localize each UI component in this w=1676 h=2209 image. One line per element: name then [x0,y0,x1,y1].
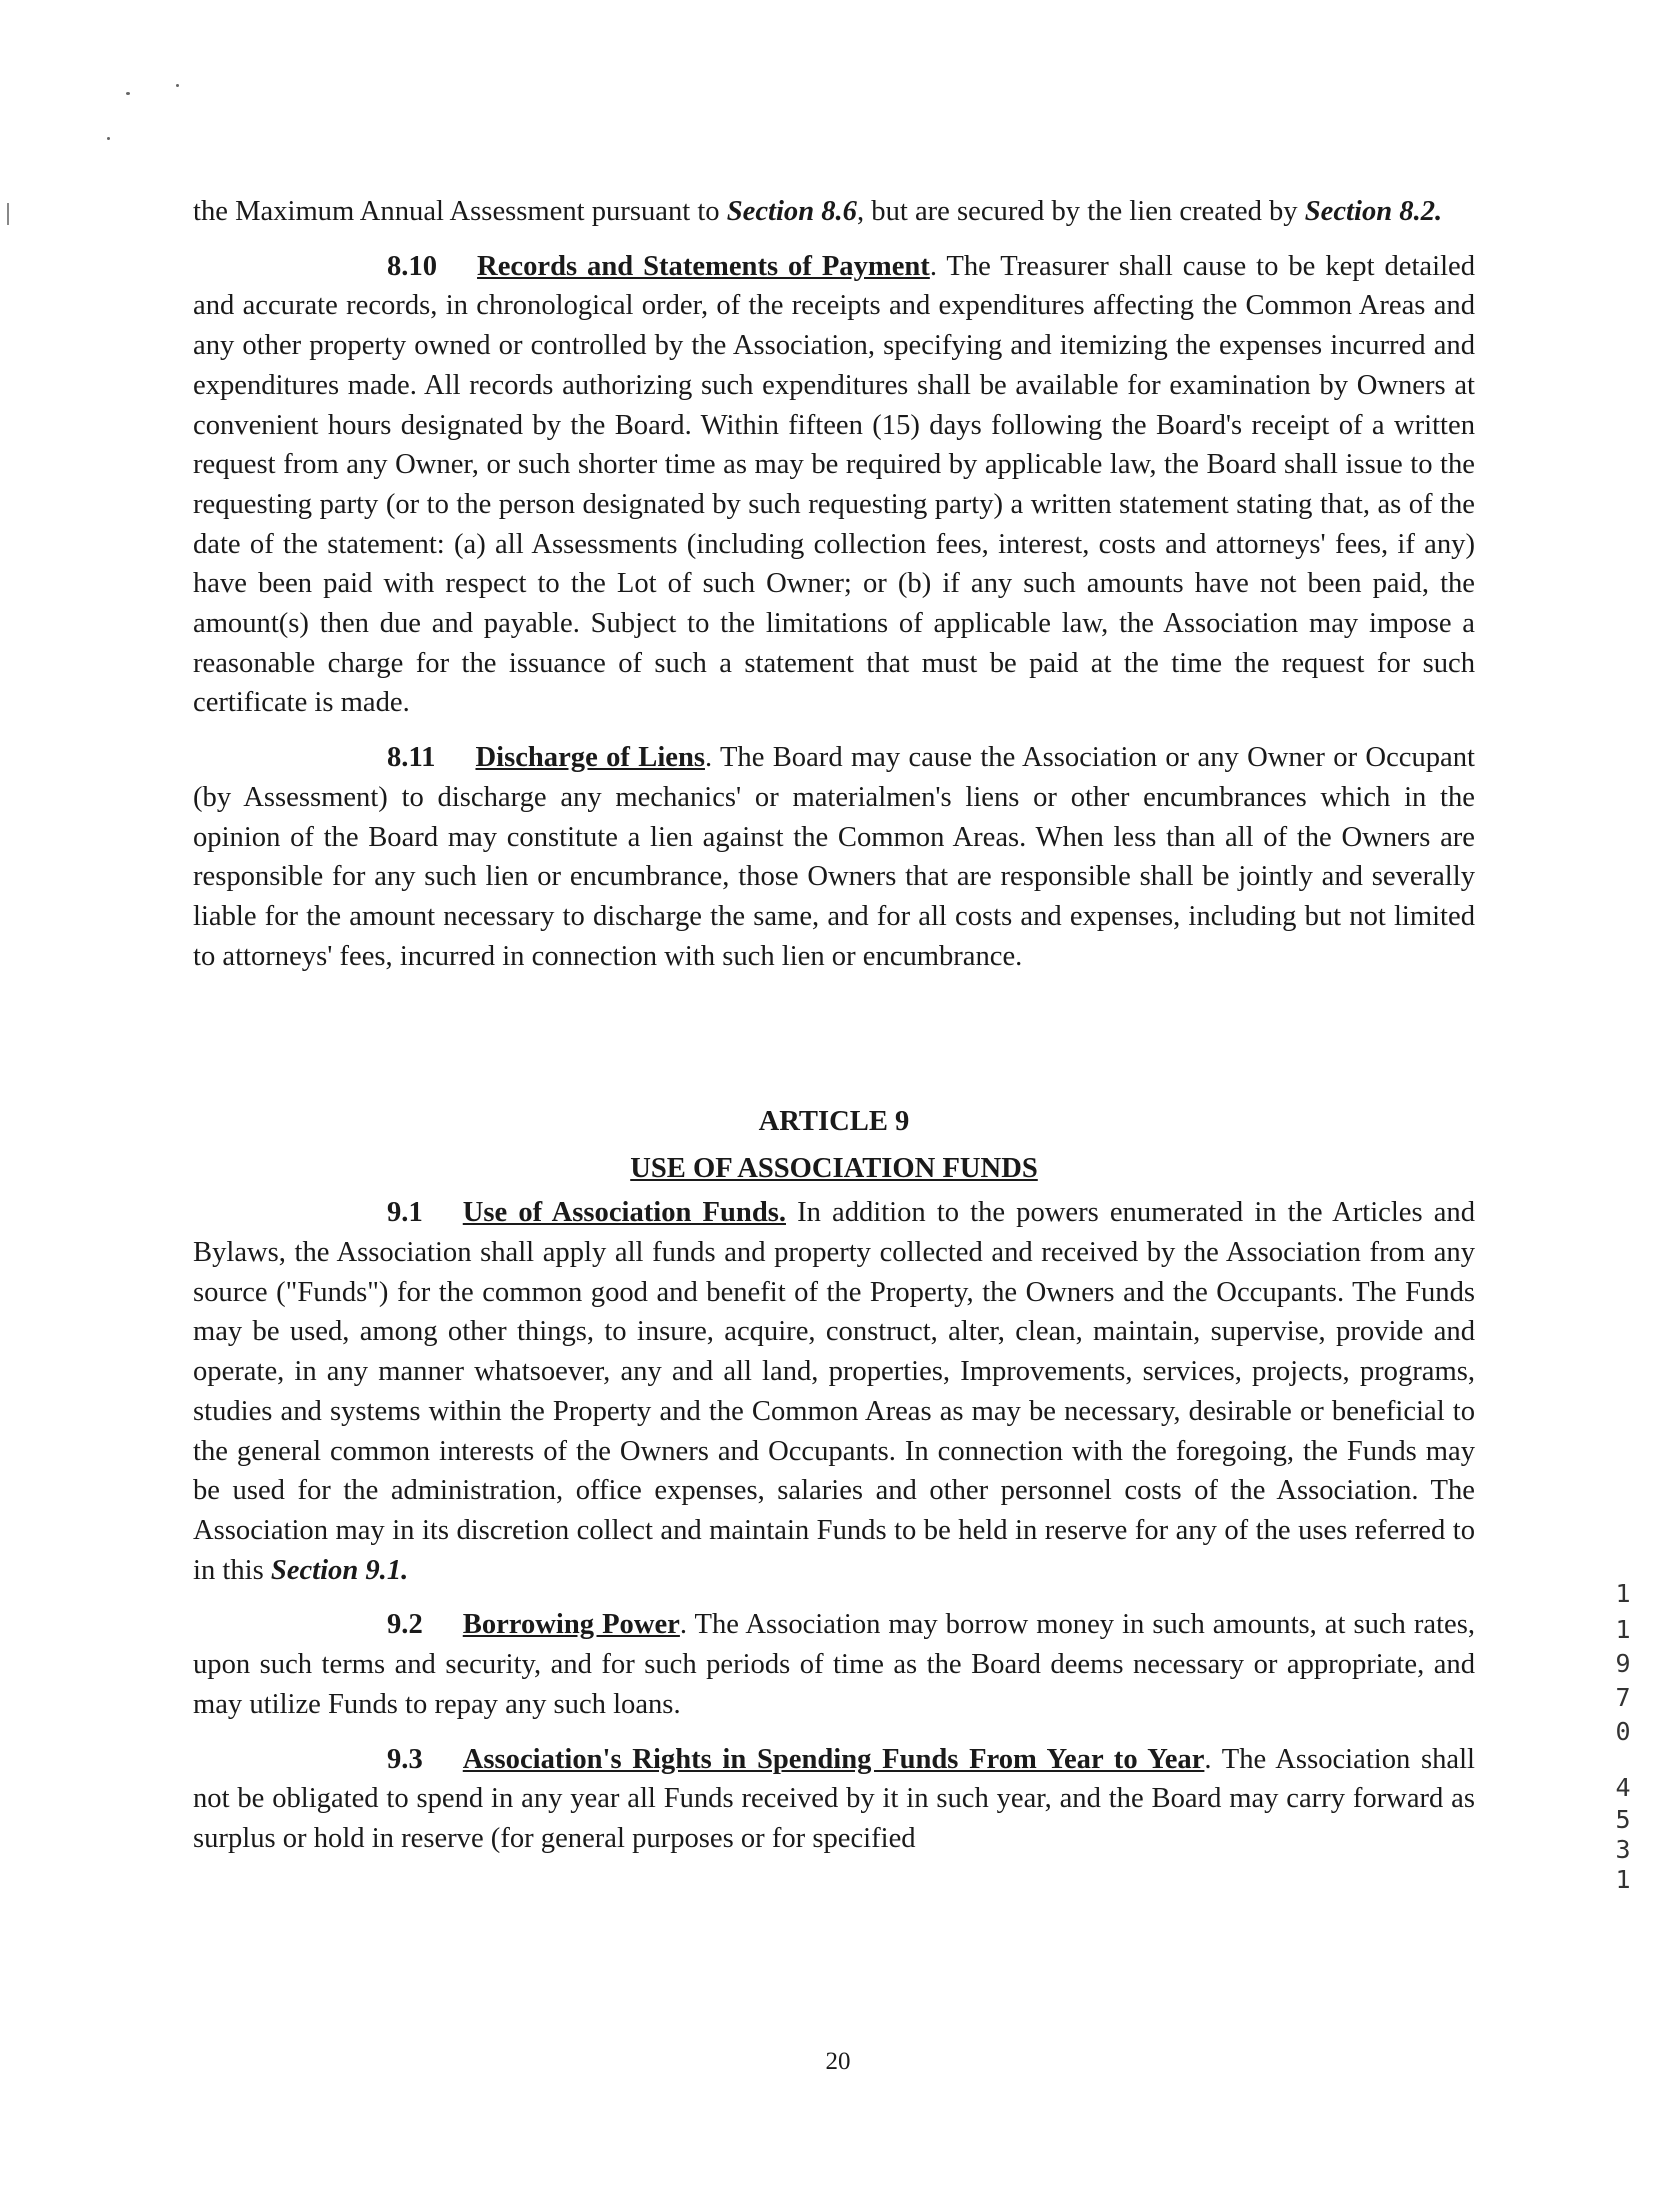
section-reference: Section 9.1 [270,1554,402,1586]
scan-speck [126,92,130,95]
document-page [193,192,1475,1859]
margin-stamp-digit: 4 [1615,1773,1631,1802]
article-number: ARTICLE 9 [758,1106,910,1138]
section-heading: Borrowing Power [462,1609,680,1641]
section-8-10-paragraph [193,247,1475,723]
section-number: 9.2 [387,1609,423,1641]
section-reference: Section 8.6 [726,196,857,227]
section-body: . The Board may cause the Association or any Owner or Occupant (by Assessment) to discharge any mechanics' or materialmen's liens or other encumbrances which in the opinion of the Board may constitute a lien against the Common Areas. When less than all of the Owners are responsible for any such lien or encumbrance, those Owners that are responsible shall be jointly and severally liable for the amount necessary to discharge the same, and for all costs and expenses, including but not limited to attorneys' fees, incurred in connection with such lien or encumbrance. [193,742,1475,972]
section-heading: Records and Statements of Payment [477,250,930,282]
section-heading: Association's Rights in Spending Funds From Year to Year [462,1743,1205,1775]
section-heading: Use of Association Funds. [462,1197,786,1229]
section-9-2-paragraph [193,1605,1475,1724]
section-body: In addition to the powers enumerated in the Articles and Bylaws, the Association shall apply all funds and property collected and received by the Association from any source ("Funds") for the common good and benefit of the Property, the Owners and the Occupants. The Funds may be used, among other things, to insure, acquire, construct, alter, clean, maintain, supervise, provide and operate, in any manner whatsoever, any and all land, properties, Improvements, services, projects, programs, studies and systems within the Property and the Common Areas as may be necessary, desirable or beneficial to the general common interests of the Owners and Occupants. In connection with the foregoing, the Funds may be used for the administration, office expenses, salaries and other personnel costs of the Association. The Association may in its discretion collect and maintain Funds to be held in reserve for any of the uses referred to in this [193,1197,1476,1586]
scan-margin-mark [7,203,9,225]
section-number: 8.11 [387,742,436,774]
margin-stamp-digit: 0 [1615,1717,1631,1746]
page-number: 20 [825,2048,851,2075]
section-number: 9.3 [387,1743,423,1775]
scan-speck [176,84,179,87]
margin-stamp-digit: 1 [1615,1579,1631,1608]
section-body: . The Association shall not be obligated to spend in any year all Funds received by it in such year, and the Board may carry forward as surplus or hold in reserve (for general purposes or for specified [193,1743,1475,1854]
section-body: . The Treasurer shall cause to be kept detailed and accurate records, in chronological order, of the receipts and expenditures affecting the Common Areas and any other property owned or controlled by the Association, specifying and itemizing the expenses incurred and expenditures made. All records authorizing such expenditures shall be available for examination by Owners at convenient hours designated by the Board. Within fifteen (15) days following the Board's receipt of a written request from any Owner, or such shorter time as may be required by applicable law, the Board shall issue to the requesting party (or to the person designated by such requesting party) a written statement stating that, as of the date of the statement: (a) all Assessments (including collection fees, interest, costs and attorneys' fees, if any) have been paid with respect to the Lot of such Owner; or (b) if any such amounts have not been paid, the amount(s) then due and payable. Subject to the limitations of applicable law, the Association may impose a reasonable charge for the issuance of such a statement that must be paid at the time the request for such certificate is made. [193,250,1475,719]
article-title: USE OF ASSOCIATION FUNDS [630,1153,1038,1185]
section-heading: Discharge of Liens [475,742,705,774]
scan-speck [107,137,110,140]
margin-stamp-digit: 7 [1615,1683,1631,1712]
section-8-11-paragraph [193,738,1475,976]
margin-stamp-digit: 1 [1615,1615,1631,1644]
section-number: 8.10 [387,250,438,282]
section-body: . The Association may borrow money in such amounts, at such rates, upon such terms and security, and for such periods of time as the Board deems necessary or appropriate, and may utilize Funds to repay any such loans. [193,1609,1475,1720]
margin-stamp-digit: 1 [1615,1865,1631,1894]
section-9-1-paragraph: 9.1 Use of Association Funds. In addition to the powers enumerated in the Articles and Bylaws, the Association shall apply all funds and property collected and received by the Association from any source ("Funds") for the common good and benefit of the Property, the Owners and the Occupants. The Funds may be used, among other things, to insure, acquire, construct, alter, clean, maintain, supervise, provide and operate, in any manner whatsoever, any and all land, properties, Improvements, services, projects, programs, studies and systems within the Property and the Common Areas as may be necessary, desirable or beneficial to the general common interests of the Owners and Occupants. In connection with the foregoing, the Funds may be used for the administration, office expenses, salaries and other personnel costs of the Association. The Association may in its discretion collect and maintain Funds to be held in reserve for any of the uses referred to in this Section 9.1. [193,1197,1476,1586]
margin-stamp-digit: 9 [1615,1649,1631,1678]
section-number: 9.1 [387,1197,423,1229]
margin-stamp-digit: 3 [1615,1835,1631,1864]
margin-stamp-digit: 5 [1615,1805,1631,1834]
section-9-3-paragraph [193,1740,1475,1859]
continuation-paragraph: the Maximum Annual Assessment pursuant to Section 8.6, but are secured by the lien created by Section 8.2. [193,196,1443,227]
section-reference: Section 8.2 [1304,196,1436,227]
